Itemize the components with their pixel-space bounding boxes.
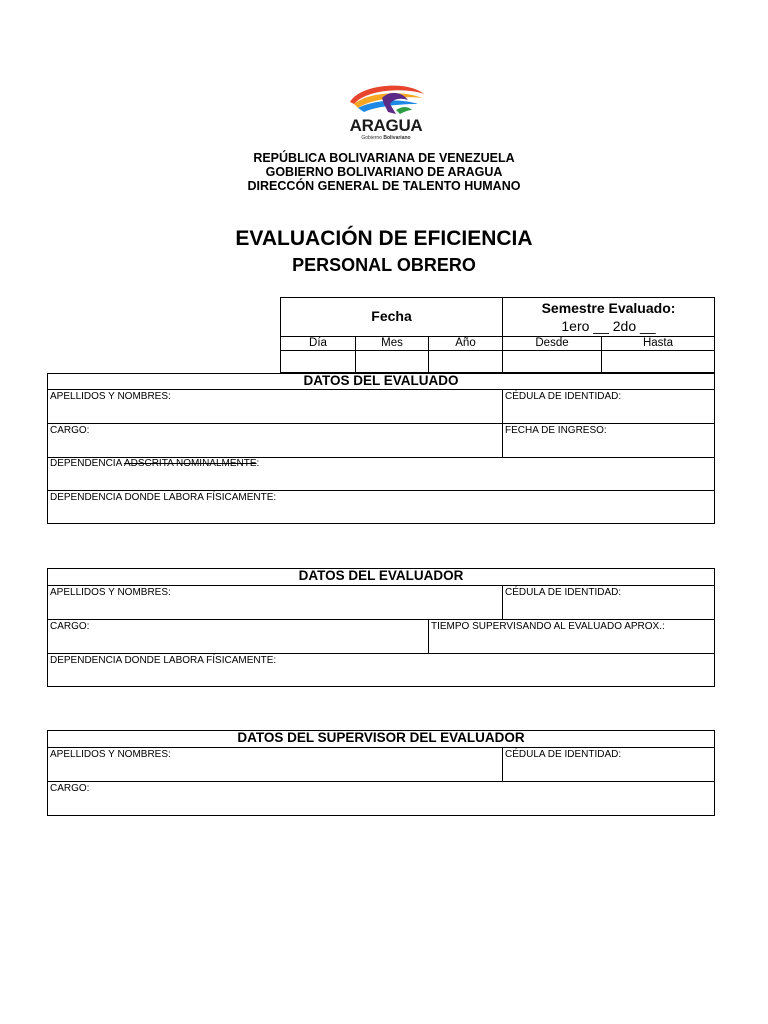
evaluador-divider-2 (47, 619, 715, 620)
evaluador-cedula-field[interactable] (503, 598, 714, 619)
evaluado-divider-4 (47, 490, 715, 491)
desde-field[interactable] (503, 351, 601, 372)
anio-field[interactable] (429, 351, 502, 372)
supervisor-cargo-label: CARGO: (50, 783, 90, 794)
evaluado-apellidos-label: APELLIDOS Y NOMBRES: (50, 391, 171, 402)
evaluador-apellidos-label: APELLIDOS Y NOMBRES: (50, 587, 171, 598)
evaluado-fecha-ingreso-field[interactable] (503, 436, 714, 457)
document-subtitle: PERSONAL OBRERO (292, 255, 476, 275)
evaluador-dependencia-fisica-field[interactable] (48, 666, 714, 686)
dia-header: Día (309, 337, 327, 349)
evaluador-divider-1 (47, 585, 715, 586)
fecha-header: Fecha (371, 308, 412, 324)
dia-field[interactable] (281, 351, 355, 372)
evaluado-dependencia-fisica-label: DEPENDENCIA DONDE LABORA FÍSICAMENTE: (50, 492, 277, 503)
aragua-logo (338, 80, 434, 142)
evaluador-divider-3 (47, 653, 715, 654)
evaluador-cargo-field[interactable] (48, 632, 428, 653)
mes-field[interactable] (356, 351, 428, 372)
evaluado-cargo-field[interactable] (48, 436, 502, 457)
header-line-republica: REPÚBLICA BOLIVARIANA DE VENEZUELA (253, 151, 515, 165)
supervisor-cedula-field[interactable] (503, 760, 714, 781)
supervisor-cedula-label: CÉDULA DE IDENTIDAD: (505, 749, 622, 760)
evaluado-dependencia-fisica-field[interactable] (48, 503, 714, 523)
logo-subtitle: Gobierno Bolivariano (361, 135, 411, 141)
mes-header: Mes (381, 337, 403, 349)
evaluador-tiempo-label: TIEMPO SUPERVISANDO AL EVALUADO APROX.: (431, 621, 665, 632)
supervisor-title: DATOS DEL SUPERVISOR DEL EVALUADOR (237, 730, 525, 745)
evaluado-cedula-label: CÉDULA DE IDENTIDAD: (505, 391, 622, 402)
hasta-field[interactable] (602, 351, 714, 372)
institution-header (0, 151, 768, 193)
evaluado-dependencia-adscrita-field[interactable] (48, 470, 714, 490)
evaluador-cargo-label: CARGO: (50, 621, 90, 632)
supervisor-divider-2 (47, 781, 715, 782)
logo-wordmark: ARAGUA (349, 116, 423, 135)
anio-header: Año (455, 337, 476, 349)
evaluador-apellidos-field[interactable] (48, 598, 502, 619)
evaluador-title: DATOS DEL EVALUADOR (298, 568, 464, 583)
evaluador-cedula-label: CÉDULA DE IDENTIDAD: (505, 587, 622, 598)
evaluado-dependencia-adscrita-label: DEPENDENCIA ADSCRITA NOMINALMENTE: (50, 458, 260, 469)
supervisor-divider-1 (47, 747, 715, 748)
evaluado-divider-2 (47, 423, 715, 424)
header-line-gobierno: GOBIERNO BOLIVARIANO DE ARAGUA (265, 165, 503, 179)
semestre-options: 1ero __ 2do __ (561, 318, 656, 334)
hasta-header: Hasta (642, 337, 674, 349)
evaluado-apellidos-field[interactable] (48, 402, 502, 423)
evaluado-divider-1 (47, 389, 715, 390)
supervisor-apellidos-label: APELLIDOS Y NOMBRES: (50, 749, 171, 760)
supervisor-cargo-field[interactable] (48, 794, 714, 815)
evaluador-tiempo-field[interactable] (429, 632, 714, 653)
evaluado-cedula-field[interactable] (503, 402, 714, 423)
header-line-direccion: DIRECCÓN GENERAL DE TALENTO HUMANO (247, 179, 521, 193)
evaluado-title: DATOS DEL EVALUADO (303, 373, 459, 388)
supervisor-apellidos-field[interactable] (48, 760, 502, 781)
evaluador-dependencia-fisica-label: DEPENDENCIA DONDE LABORA FÍSICAMENTE: (50, 655, 277, 666)
evaluado-fecha-ingreso-label: FECHA DE INGRESO: (505, 425, 607, 436)
semestre-label: Semestre Evaluado: (541, 300, 676, 316)
document-title: EVALUACIÓN DE EFICIENCIA (235, 227, 533, 250)
desde-header: Desde (535, 337, 569, 349)
evaluado-cargo-label: CARGO: (50, 425, 90, 436)
